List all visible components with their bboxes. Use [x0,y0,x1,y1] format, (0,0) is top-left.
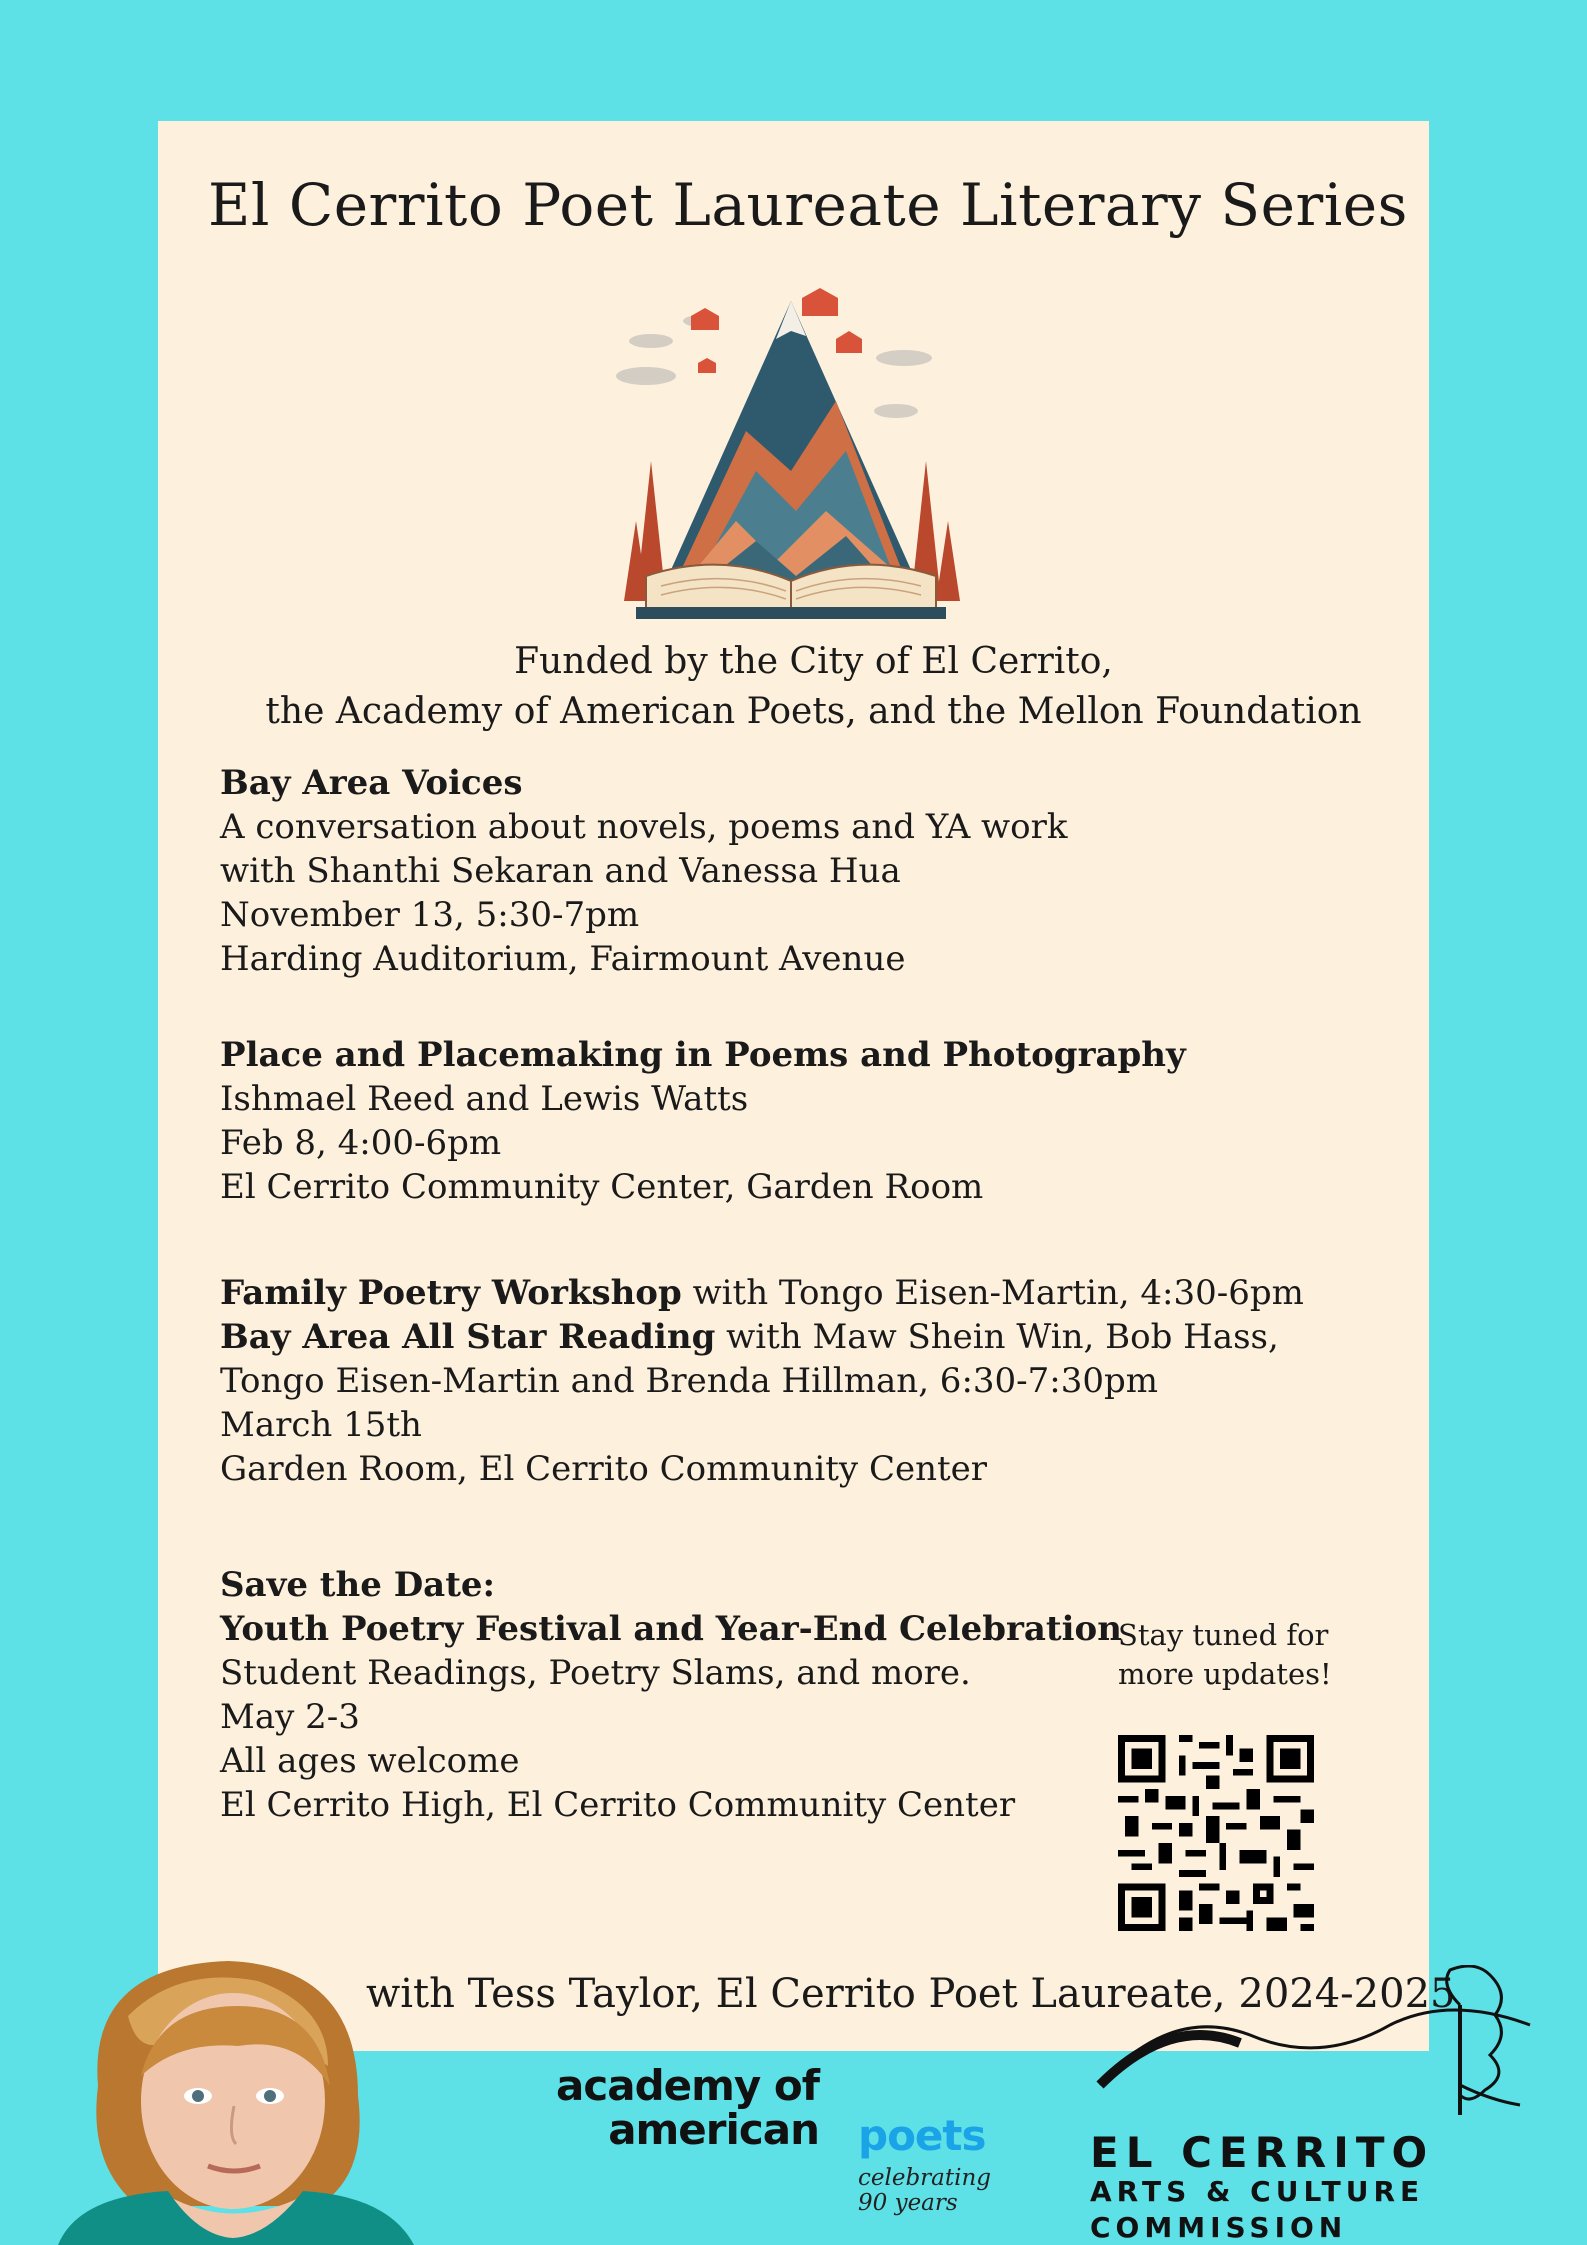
event-heading: Place and Placemaking in Poems and Photography [220,1035,1186,1075]
event-date: May 2-3 [220,1697,360,1737]
funding-line-1: Funded by the City of El Cerrito, [514,641,1113,682]
event-line: A conversation about novels, poems and YA work [220,807,1068,847]
poster-panel [158,121,1456,2051]
funding-line-2: the Academy of American Poets, and the Mellon Foundation [265,691,1362,732]
event-date: Feb 8, 4:00-6pm [220,1123,502,1163]
ecac-line-2: ARTS & CULTURE [1090,2175,1425,2208]
ecac-name: EL CERRITO [1090,2128,1435,2177]
aap-poets-wordmark: poets [858,2111,986,2160]
event-line: All ages welcome [220,1741,520,1781]
event-bay-area-voices [220,761,1220,981]
event-line: Student Readings, Poetry Slams, and more. [220,1653,971,1693]
aap-tagline [858,2166,991,2216]
event-youth-poetry-festival [220,1563,1220,1827]
workshop-line [220,1271,1304,1315]
event-location: El Cerrito Community Center, Garden Room [220,1167,984,1207]
event-line: Ishmael Reed and Lewis Watts [220,1079,749,1119]
event-date: November 13, 5:30-7pm [220,895,640,935]
mountain-book-illustration [606,281,976,621]
aap-line-2: american [608,2105,820,2154]
reading-line [220,1315,1279,1359]
event-location: El Cerrito High, El Cerrito Community Center [220,1785,1016,1825]
aap-line-1: academy of [556,2061,820,2110]
qr-code-icon[interactable] [1118,1735,1314,1931]
reading-detail: with Maw Shein Win, Bob Hass, [715,1317,1279,1357]
reading-title: Bay Area All Star Reading [220,1317,716,1357]
updates-line-1: Stay tuned for [1118,1618,1329,1652]
event-line: with Shanthi Sekaran and Vanessa Hua [220,851,901,891]
updates-line-2: more updates! [1118,1657,1332,1691]
poet-laureate-credit: with Tess Taylor, El Cerrito Poet Laureate, 2024-2025 [366,1971,1456,2017]
event-location: Harding Auditorium, Fairmount Avenue [220,939,906,979]
workshop-title: Family Poetry Workshop [220,1273,682,1313]
event-heading: Bay Area Voices [220,763,523,803]
updates-note [1118,1616,1348,1694]
page-title: El Cerrito Poet Laureate Literary Series [208,171,1408,239]
save-the-date-heading: Save the Date: [220,1565,496,1605]
workshop-detail: with Tongo Eisen-Martin, 4:30-6pm [681,1273,1304,1313]
aap-tagline-line-1: celebrating [858,2165,992,2191]
ecac-line-3: COMMISSION [1090,2211,1348,2244]
event-line: Tongo Eisen-Martin and Brenda Hillman, 6:30-7:30pm [220,1361,1159,1401]
aap-tagline-line-2: 90 years [858,2190,958,2216]
event-location: Garden Room, El Cerrito Community Center [220,1449,988,1489]
funding-statement [158,637,1469,737]
poet-portrait-photo [58,1946,414,2245]
academy-of-american-poets-logo [556,2061,820,2154]
event-heading: Youth Poetry Festival and Year-End Celebration [220,1609,1122,1649]
event-date: March 15th [220,1405,422,1445]
event-place-and-placemaking [220,1033,1220,1209]
event-march-15 [220,1271,1304,1491]
